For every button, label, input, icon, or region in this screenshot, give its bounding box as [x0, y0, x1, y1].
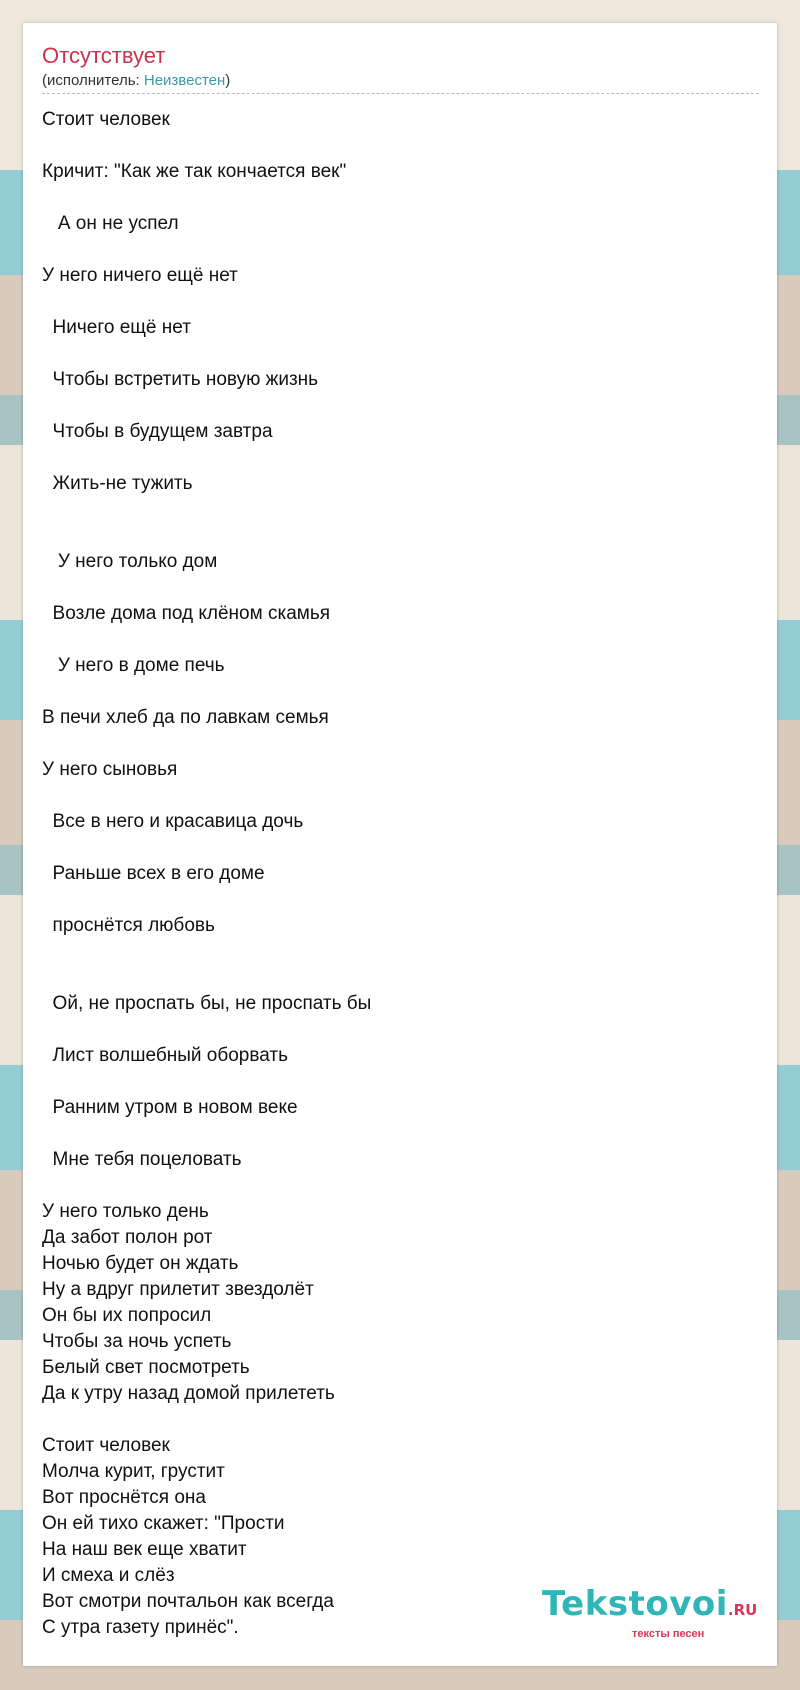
lyrics-card	[23, 23, 777, 1666]
logo-tld: .RU	[727, 1601, 758, 1619]
header-divider	[42, 93, 759, 94]
artist-suffix: )	[225, 72, 231, 89]
lyrics-text: Стоит человек Кричит: "Как же так кончается век" А он не успел У него ничего ещё нет Ничего ещё нет Чтобы встретить новую жизнь Чтобы в будущем завтра Жить-не тужить У него только дом Возле дома под клёном скамья У него в доме печь В печи хлеб да по лавкам семья У него сыновья Все в него и красавица дочь Раньше всех в его доме проснётся любовь Ой, не проспать бы, не проспать бы Лист волшебный оборвать Ранним утром в новом веке Мне тебя поцеловать У него только день Да забот полон рот Ночью будет он ждать Ну а вдруг прилетит звездолёт Он бы их попросил Чтобы за ночь успеть Белый свет посмотреть Да к утру назад домой прилететь Стоит человек Молча курит, грустит Вот проснётся она Он ей тихо скажет: "Прости На наш век еще хватит И смеха и слёз Вот смотри почтальон как всегда С утра газету принёс".	[42, 109, 372, 1638]
logo-wordmark	[542, 1584, 758, 1628]
artist-link[interactable]: Неизвестен	[143, 72, 226, 89]
song-title: Отсутствует	[42, 43, 166, 68]
logo-main-text: Tekstovoi	[542, 1584, 728, 1624]
logo-tagline: тексты песен	[632, 1628, 705, 1640]
artist-line	[42, 72, 230, 90]
artist-prefix: (исполнитель:	[42, 72, 144, 89]
site-logo[interactable]	[542, 1584, 758, 1640]
